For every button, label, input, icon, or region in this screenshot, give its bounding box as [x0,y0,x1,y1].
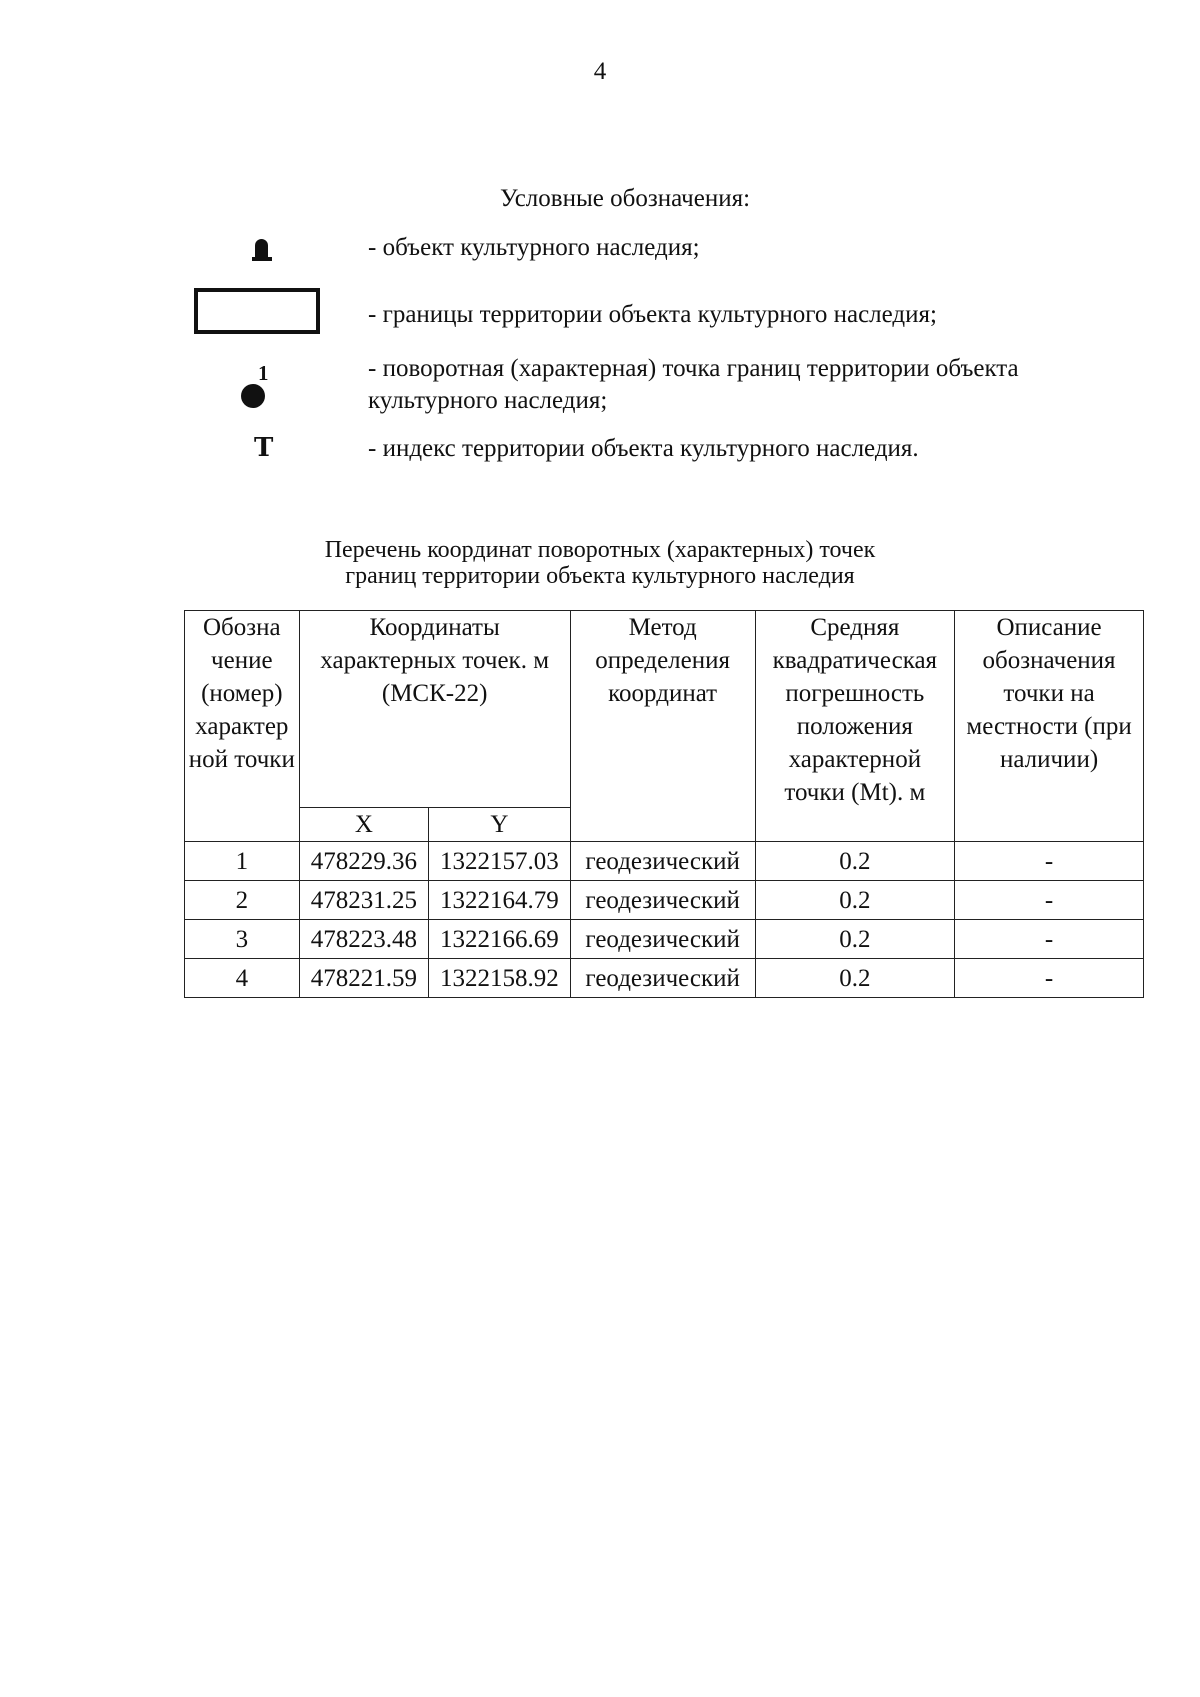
coordinates-table [184,610,1144,998]
legend-item-boundary-text: - границы территории объекта культурного наследия; [368,301,937,328]
header-description: Описание обозначения точки на местности (при наличии) [955,611,1144,842]
cell-x: 478223.48 [299,920,429,959]
table-row [185,881,1144,920]
header-coordinates: Координаты характерных точек. м (МСК-22) [299,611,570,808]
legend-title: Условные обозначения: [500,185,751,212]
cell-point: 4 [185,959,300,998]
header-x: X [299,808,429,842]
cell-error: 0.2 [755,842,955,881]
legend-item-index-text: - индекс территории объекта культурного наследия. [368,435,919,462]
table-row [185,959,1144,998]
cell-x: 478231.25 [299,881,429,920]
boundary-rectangle-icon [194,288,320,334]
table-title-line-2: границ территории объекта культурного наследия [345,563,855,589]
cell-method: геодезический [570,920,755,959]
table-row [185,842,1144,881]
cell-description: - [955,881,1144,920]
cell-y: 1322166.69 [429,920,571,959]
cell-y: 1322164.79 [429,881,571,920]
cell-x: 478221.59 [299,959,429,998]
page-number: 4 [593,58,607,85]
table-title-line-1: Перечень координат поворотных (характерных) точек [324,537,876,563]
header-y: Y [429,808,571,842]
table-row [185,920,1144,959]
cell-method: геодезический [570,881,755,920]
monument-icon [252,236,272,262]
cell-point: 3 [185,920,300,959]
cell-error: 0.2 [755,920,955,959]
cell-point: 1 [185,842,300,881]
legend-item-monument-text: - объект культурного наследия; [368,234,700,261]
cell-method: геодезический [570,842,755,881]
cell-error: 0.2 [755,959,955,998]
territory-index-letter: Т [254,433,274,463]
cell-description: - [955,920,1144,959]
cell-description: - [955,842,1144,881]
cell-method: геодезический [570,959,755,998]
cell-y: 1322158.92 [429,959,571,998]
turning-point-icon [241,384,265,408]
turning-point-number: 1 [258,361,269,385]
header-method: Метод определения координат [570,611,755,842]
cell-y: 1322157.03 [429,842,571,881]
cell-description: - [955,959,1144,998]
legend-item-turning-point-text: - поворотная (характерная) точка границ территории объекта культурного наследия; [368,355,1019,414]
cell-point: 2 [185,881,300,920]
cell-x: 478229.36 [299,842,429,881]
header-error: Средняя квадратическая погрешность положения характерной точки (Mt). м [755,611,955,842]
cell-error: 0.2 [755,881,955,920]
header-point-number: Обозна чение (номер) характер ной точки [185,611,300,842]
table-title [0,537,1200,589]
